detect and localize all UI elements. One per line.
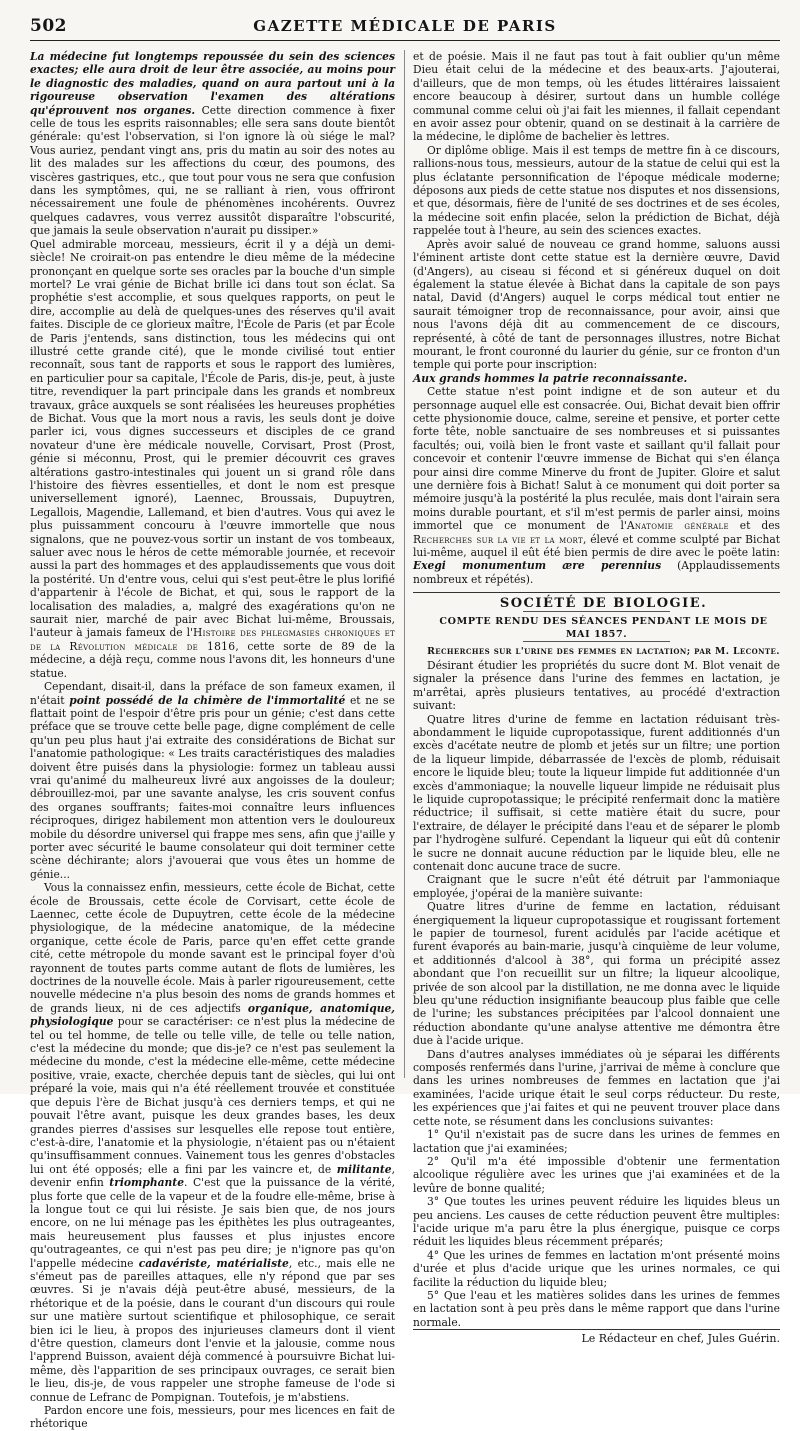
book-title: Recherches sur la vie et la mort [413,532,583,546]
page-header [30,14,780,41]
inscription: Aux grands hommes la patrie reconnaissante. [413,371,688,385]
conclusions-list [413,1128,780,1329]
editor-signature: Le Rédacteur en chef, Jules Guérin. [413,1329,780,1345]
paragraph: Quatre litres d'urine de femme en lactation réduisant très-abondamment le liquide cupropotassique, furent additionnés d'un excès d'acétate neutre de plomb et jetés sur un filtre; une portion de la liqueur limpide, débarrassée de l'excès de plomb, réduisait encore le liquide bleu; toute la liqueur limpide fut additionnée d'un excès d'ammoniaque; la nouvelle liqueur limpide ne réduisait plus le liquide cupropotassique; le précipité renfermait donc la matière réductrice; il suffisait, si cette matière était du sucre, pour l'extraire, de délayer le précipité dans l'eau et de séparer le plomb par l'hydrogène sulfuré. Cependant la liqueur qui eût dû contenir le sucre ne donnait aucune réduction par le liquide bleu, elle ne contenait donc aucune trace de sucre. [413,712,780,873]
paragraph-text: , élevé et comme sculpté par Bichat lui-même, auquel il eût été bien permis de dire avec le poëte latin: [413,532,780,560]
paragraph-text: , etc., mais elle ne s'émeut pas de pareilles attaques, elle n'y répond que par ses œuvres. Si je n'avais déjà peut-être abusé, messieurs, de la rhétorique et de la poésie, dans le courant d'un discours qui roule sur une matière surtout scientifique et philosophique, ce serait bien ici le lieu, à propos des injurieuses clameurs dont il vient d'être question, clameurs dont l'envie et la jalousie, comme nous l'apprend Buisson, avaient déjà commencé à poursuivre Bichat lui-même, dès l'apparition de ses principaux ouvrages, ce serait bien le lieu, dis-je, de vous rappeler une strophe fameuse de l'ode si connue de Lefranc de Pompignan. Toutefois, je m'abstiens. [30,1256,395,1404]
list-item: 5° Que l'eau et les matières solides dans les urines de femmes en lactation sont à peu près dans le même rapport que dans l'urine normale. [413,1288,780,1329]
paragraph-text: , cette sorte de 89 de la médecine, a déjà reçu, comme nous l'avons dit, les honneurs d'une statue. [30,639,395,680]
paragraph [30,680,395,881]
section-subtitle: COMPTE RENDU DES SÉANCES PENDANT LE MOIS DE MAI 1857. [439,615,768,641]
italic-phrase: point possédé de la chimère de l'immortalité [69,693,346,707]
paragraph: Quatre litres d'urine de femme en lactation, réduisant énergiquement la liqueur cupropotassique et rougissant fortement le papier de tournesol, furent acidulés par l'acide acétique et furent évaporés au bain-marie, jusqu'à cinquième de leur volume, et additionnés d'alcool à 38°, qui forma un précipité assez abondant que l'on recueillit sur un filtre; la liqueur alcoolique, privée de son alcool par la distillation, ne me donna avec le liquide bleu qu'une réduction insignifiante beaucoup plus faible que celle de l'urine; les substances précipitées par l'alcool donnaient une réduction abondante qu'une analyse attentive me démontra être due à l'acide urique. [413,900,780,1048]
section-title: SOCIÉTÉ DE BIOLOGIE. [499,596,708,612]
paragraph [30,881,395,1404]
page-number: 502 [30,16,67,36]
paragraph-text: . C'est que la puissance de la vérité, plus forte que celle de la vapeur et de la foudre elle-même, brise à la longue tout ce qui lui résiste. Je sais bien que, de nos jours encore, on ne lui ménage pas les épithètes les plus outrageantes, mais heureusement plus fausses et plus injustes encore qu'outrageantes, ce qui n'est pas peu dire; je n'ignore pas qu'on l'appelle médecine [30,1176,395,1270]
italic-phrase: triomphante [109,1176,185,1190]
paragraph-text: Vous la connaissez enfin, messieurs, cette école de Bichat, cette école de Broussais, cette école de Corvisart, cette école de Laennec, cette école de Dupuytren, cette école de la médecine physiologique, de la médecine anatomique, de la médecine organique, cette école de Paris, parce qu'en effet cette grande cité, cette métropole du monde savant est le principal foyer d'où rayonnent de toutes parts comme autant de flots de lumières, les doctrines de la nouvelle école. Mais à parler rigoureusement, cette nouvelle médecine n'a plus besoin des noms de grands hommes et de grands lieux, ni de ces adjectifs [30,881,395,1015]
paragraph-text: , devenir enfin [30,1162,395,1190]
list-item: 1° Qu'il n'existait pas de sucre dans les urines de femmes en lactation que j'ai examinées; [413,1128,780,1155]
italic-quote: La médecine fut longtemps repoussée du sein des sciences exactes; elle aura droit de leur être associée, au moins pour le diagnostic des maladies, quand on aura partout uni à la rigoureuse observation l'examen des altérations qu'éprouvent nos organes. [30,50,395,117]
paragraph-text: Cependant, disait-il, dans la préface de son fameux examen, il n'était [30,680,395,707]
paragraph-text: Après avoir salué de nouveau ce grand homme, saluons aussi l'éminent artiste dont cette statue est la dernière œuvre, David (d'Angers), au ciseau si fécond et si généreux duquel on doit également la statue élevée à Bichat dans la capitale de son pays natal, David (d'Angers) auquel le corps médical tout entier ne saurait témoigner trop de reconnaissance, pour avoir, ainsi que nous l'avons déjà dit au commencement de ce discours, représenté, à côté de tant de personnages illustres, notre Bichat mourant, le front couronné du laurier du génie, sur ce fronton d'un temple qui porte pour inscription: [413,237,780,372]
paragraph-text: (Applaudissements nombreux et répétés). [413,559,780,586]
paragraph: Quel admirable morceau, messieurs, écrit il y a déjà un demi-siècle! Ne croirait-on pas entendre le dieu même de la médecine prononçant en quelque sorte ses oracles par la bouche d'un simple mortel? Le vrai génie de Bichat brille ici dans tout son éclat. Sa prophétie s'est accomplie, et sous quelques rapports, on peut le dire, accomplie au delà de quelques-unes des réserves qu'il avait faites. Disciple de ce glorieux maître, l'École de Paris (et par École de Paris j'entends, sans distinction, tous les médecins qui ont illustré cette grande cité), que le monde civilisé tout entier reconnaît, sous tant de rapports et sous le rapport des lumières, en particulier pour sa capitale, l'École de Paris, dis-je, peut, à juste titre, revendiquer la part principale dans les grands et nombreux travaux, grâce auxquels se sont réalisées les heureuses prophéties de Bichat. Vous que la mort nous a ravis, les seuls dont je doive parler ici, vous dignes successeurs et disciples de ce grand novateur d'une ère médicale nouvelle, Corvisart, Prost (Prost, génie si méconnu, Prost, qui le premier découvrit ces graves altérations gastro-intestinales qui jouent un si grand rôle dans l'histoire des fièvres essentielles, et dont le nom est presque universellement ignoré), Laennec, Broussais, Dupuytren, Legallois, Magendie, Lallemand, et bien d'autres. Vous qui avez le plus puissamment concouru à l'œuvre immortelle que nous signalons, que ne pouvez-vous sortir un instant de vos tombeaux, saluer avec nous le héros de cette mémorable journée, et recevoir aussi la part des hommages et des applaudissements que vous doit la postérité. Un d'entre vous, celui qui s'est peut-être le plus lorifié d'appartenir à l'école de Bichat, et qui, sous le rapport de la localisation des maladies, a, malgré des exagérations qu'on ne saurait nier, marché de pair avec Bichat lui-même, Broussais, l'auteur à jamais fameux de l' [30,237,395,640]
book-title: Anatomie générale [626,519,729,533]
paragraph-text: et ne se flattait point de l'espoir d'être pris pour un génie; c'est dans cette préface que se trouve cette belle page, digne complément de celle qu'un peu plus haut j'ai extraite des considérations de Bichat sur l'anatomie pathologique: « Les traits caractéristiques des maladies doivent être puisés dans la physiologie: formez un tableau aussi vrai qu'animé du malheureux livré aux angoisses de la douleur; débrouillez-moi, par une savante analyse, les cris souvent confus des organes souffrants; faites-moi connaître leurs influences réciproques, dirigez habilement mon attention vers le douloureux mobile du désordre universel qui frappe mes sens, afin que j'aille y porter avec sécurité le baume consolateur qui doit terminer cette scène déchirante; alors j'avouerai que vous êtes un homme de génie... [30,693,395,881]
paragraph: Pardon encore une fois, messieurs, pour mes licences en fait de rhétorique [30,1404,395,1431]
paragraph [413,238,780,385]
paragraph-text: Cette statue n'est point indigne et de son auteur et du personnage auquel elle est consacrée. Oui, Bichat devait bien offrir cette physionomie douce, calme, sereine et pensive, et porter cette forte tête, noble sanctuaire de ses nombreuses et si puissantes facultés; oui, voilà bien le front vaste et saillant qu'il fallait pour concevoir et contenir l'œuvre immense de Bichat qui s'en élança pour ainsi dire comme Minerve du front de Jupiter. Gloire et salut une dernière fois à Bichat! Salut à ce monument qui doit porter sa mémoire jusqu'à la postérité la plus reculée, mais dont l'airain sera moins durable pourtant, et s'il m'est permis de parler ainsi, moins immortel que ce monument de l' [413,385,780,533]
paragraph: et de poésie. Mais il ne faut pas tout à fait oublier qu'un même Dieu était celui de la médecine et des beaux-arts. J'ajouterai, d'ailleurs, que de mon temps, où les études littéraires laissaient encore beaucoup à désirer, surtout dans un humble collége communal comme celui où j'ai fait les miennes, il fallait cependant en avoir assez pour obtenir, quand on se destinait à la carrière de la médecine, le diplôme de bachelier ès lettres. [413,50,780,144]
paragraph: Dans d'autres analyses immédiates où je séparai les différents composés renfermés dans l'urine, j'arrivai de même à conclure que dans les urines nombreuses de femmes en lactation que j'ai examinées, l'acide urique était le seul corps réducteur. Du reste, les expériences que j'ai faites et qui ne peuvent trouver place dans cette note, se résument dans les conclusions suivantes: [413,1047,780,1128]
column-divider [404,50,405,1078]
book-title: Histoire des phlegmasies chroniques et de la Révolution médicale de 1816 [30,626,395,653]
journal-title: GAZETTE MÉDICALE DE PARIS [253,17,557,35]
section-rule [523,641,670,642]
paragraph: Or diplôme oblige. Mais il est temps de mettre fin à ce discours, rallions-nous tous, messieurs, autour de la statue de celui qui est la plus éclatante personnification de l'époque médicale moderne; déposons aux pieds de cette statue nos disputes et nos dissensions, et que, désormais, fière de l'unité de ses doctrines et de ses écoles, la médecine soit enfin placée, selon la prédiction de Bichat, déjà rappelée tout à l'heure, au sein des sciences exactes. [413,143,780,238]
paragraph [30,50,395,238]
italic-phrase: organique, anatomique, physiologique [30,1001,395,1029]
latin-quote: Exegi monumentum ære perennius [413,559,662,573]
paragraph: Craignant que le sucre n'eût été détruit par l'ammoniaque employée, j'opérai de la manière suivante: [413,873,780,900]
paragraph: Désirant étudier les propriétés du sucre dont M. Blot venait de signaler la présence dans l'urine des femmes en lactation, je m'arrêtai, après plusieurs tentatives, au procédé d'extraction suivant: [413,658,780,713]
italic-phrase: militante [336,1162,392,1176]
right-column [413,50,781,1346]
paragraph-text: pour se caractériser: ce n'est plus la médecine de tel ou tel homme, de telle ou telle ville, de telle ou telle nation, c'est la médecine du monde; que dis-je? ce n'est pas seulement la médecine du monde, c'est la médecine elle-même, cette médecine positive, vraie, exacte, cherchée depuis tant de siècles, qui lui ont préparé la voie, mais qui n'a été réellement trouvée et constituée que depuis l'ère de Bichat jusqu'à ces derniers temps, et qui ne pouvait l'être avant, puisque les deux grandes bases, les deux grandes pierres d'assises sur lesquelles elle repose tout entière, c'est-à-dire, l'anatomie et la physiologie, n'étaient pas ou n'étaient qu'insuffisamment connues. Vainement tous les genres d'obstacles lui ont été opposés; elle a fini par les vaincre et, de [30,1015,395,1176]
section-rule [413,592,780,593]
paragraph-text: et des [728,519,781,533]
paragraph [413,385,780,586]
article-title: Recherches sur l'urine des femmes en lactation; par M. Leconte. [427,646,780,658]
left-column [30,50,396,1431]
list-item: 3° Que toutes les urines peuvent réduire les liquides bleus un peu anciens. Les causes de cette réduction peuvent être multiples: l'acide urique m'a paru être la plus énergique, puisque ce corps réduit les liquides bleus récemment préparés; [413,1195,780,1249]
list-item: 4° Que les urines de femmes en lactation m'ont présenté moins d'urée et plus d'acide urique que les urines normales, ce qui facilite la réduction du liquide bleu; [413,1248,780,1289]
list-item: 2° Qu'il m'a été impossible d'obtenir une fermentation alcoolique régulière avec les urines que j'ai examinées et de la levûre de bonne qualité; [413,1154,780,1195]
italic-phrase: cadavériste, matérialiste [138,1256,289,1270]
paragraph-text: Cette direction commence à fixer celle de tous les esprits raisonnables; elle sera sans doute bientôt générale: qu'est l'observation, si l'on ignore là où siége le mal? Vous auriez, pendant vingt ans, pris du matin au soir des notes au lit des malades sur les affections du cœur, des poumons, des viscères gastriques, etc., que tout pour vous ne sera que confusion dans les symptômes, qui, ne se ralliant à rien, vous offriront nécessairement une foule de phénomènes incohérents. Ouvrez quelques cadavres, vous verrez aussitôt disparaître l'obscurité, que jamais la seule observation n'aurait pu dissiper.» [30,103,396,238]
